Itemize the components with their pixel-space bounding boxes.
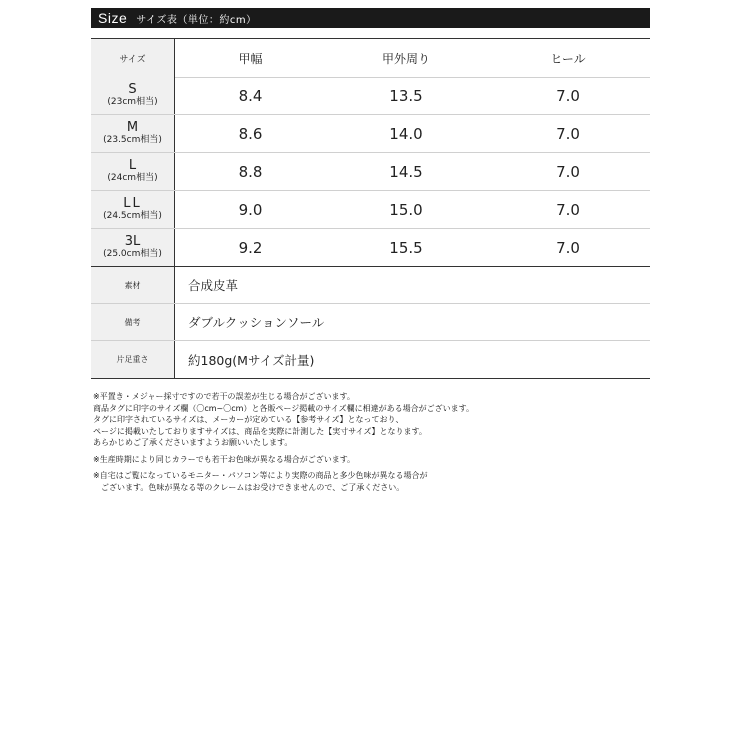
note-line: ※生産時期により同じカラーでも若干お色味が異なる場合がございます。 <box>93 454 356 464</box>
header-girth: 甲外周り <box>381 51 430 66</box>
size-note: (23cm相当) <box>107 97 158 107</box>
width-value: 9.0 <box>238 200 263 219</box>
heel-value: 7.0 <box>556 86 580 105</box>
note-line: ※自宅はご覧になっているモニター・パソコン等により実際の商品と多少色味が異なる場合が <box>93 471 428 480</box>
width-value: 8.8 <box>238 162 263 181</box>
detail-value: ダブルクッションソール <box>188 315 325 330</box>
girth-value: 15.0 <box>389 200 423 219</box>
heel-value: 7.0 <box>556 124 580 143</box>
table-header-row <box>91 38 650 78</box>
note-line: ※平置き・メジャー採寸ですので若干の誤差が生じる場合がございます。 <box>93 392 355 401</box>
girth-value: 14.0 <box>389 124 423 143</box>
note-line: あらかじめご了承くださいますようお願いいたします。 <box>93 438 293 447</box>
size-cell <box>91 153 175 190</box>
note-line: タグに印字されているサイズは、メーカーが定めている【参考サイズ】となっており、 <box>93 415 404 424</box>
size-label: S <box>128 82 137 97</box>
size-cell <box>91 77 175 114</box>
note-line: 商品タグに印字のサイズ欄（〇cm~〇cm）と各販ページ掲載のサイズ欄に相違がある場合がございます。 <box>93 403 475 413</box>
note-line: ございます。色味が異なる等のクレームはお受けできませんので、ご了承ください。 <box>93 482 405 492</box>
table-row <box>91 153 650 191</box>
heel-value: 7.0 <box>556 200 580 219</box>
table-row <box>91 77 650 115</box>
detail-label: 素材 <box>91 267 175 303</box>
note-line: ページに掲載いたしておりますサイズは、商品を実際に計測した【実寸サイズ】となります。 <box>93 426 427 436</box>
size-label: M <box>126 120 139 135</box>
heel-value: 7.0 <box>556 238 580 257</box>
size-label: LL <box>123 196 142 211</box>
notes <box>93 391 653 493</box>
detail-row-remarks <box>91 304 650 341</box>
size-title: Size <box>98 10 128 26</box>
detail-row-material <box>91 267 650 304</box>
header-heel: ヒール <box>550 51 586 66</box>
size-subtitle: サイズ表（単位：約cm） <box>136 14 257 26</box>
size-note: (24.5cm相当) <box>103 211 162 221</box>
table-row <box>91 115 650 153</box>
width-value: 8.4 <box>238 86 263 105</box>
width-value: 9.2 <box>238 238 263 257</box>
table-row <box>91 191 650 229</box>
size-note: (23.5cm相当) <box>103 135 162 145</box>
girth-value: 15.5 <box>389 238 423 257</box>
size-cell <box>91 115 175 152</box>
size-note: (25.0cm相当) <box>103 249 162 259</box>
girth-value: 13.5 <box>389 86 423 105</box>
detail-row-weight <box>91 341 650 379</box>
size-cell <box>91 229 175 266</box>
detail-label: 片足重さ <box>91 341 175 378</box>
size-label: 3L <box>124 234 141 249</box>
detail-label: 備考 <box>91 304 175 340</box>
header-width: 甲幅 <box>238 51 263 66</box>
heel-value: 7.0 <box>556 162 580 181</box>
width-value: 8.6 <box>238 124 263 143</box>
detail-value: 約180g(Mサイズ計量) <box>188 352 315 368</box>
table-row <box>91 229 650 267</box>
detail-value: 合成皮革 <box>188 278 239 293</box>
size-label: L <box>128 158 137 173</box>
size-cell <box>91 191 175 228</box>
header-size: サイズ <box>91 39 175 77</box>
size-note: (24cm相当) <box>107 173 158 183</box>
girth-value: 14.5 <box>389 162 423 181</box>
size-title-bar <box>91 8 650 28</box>
